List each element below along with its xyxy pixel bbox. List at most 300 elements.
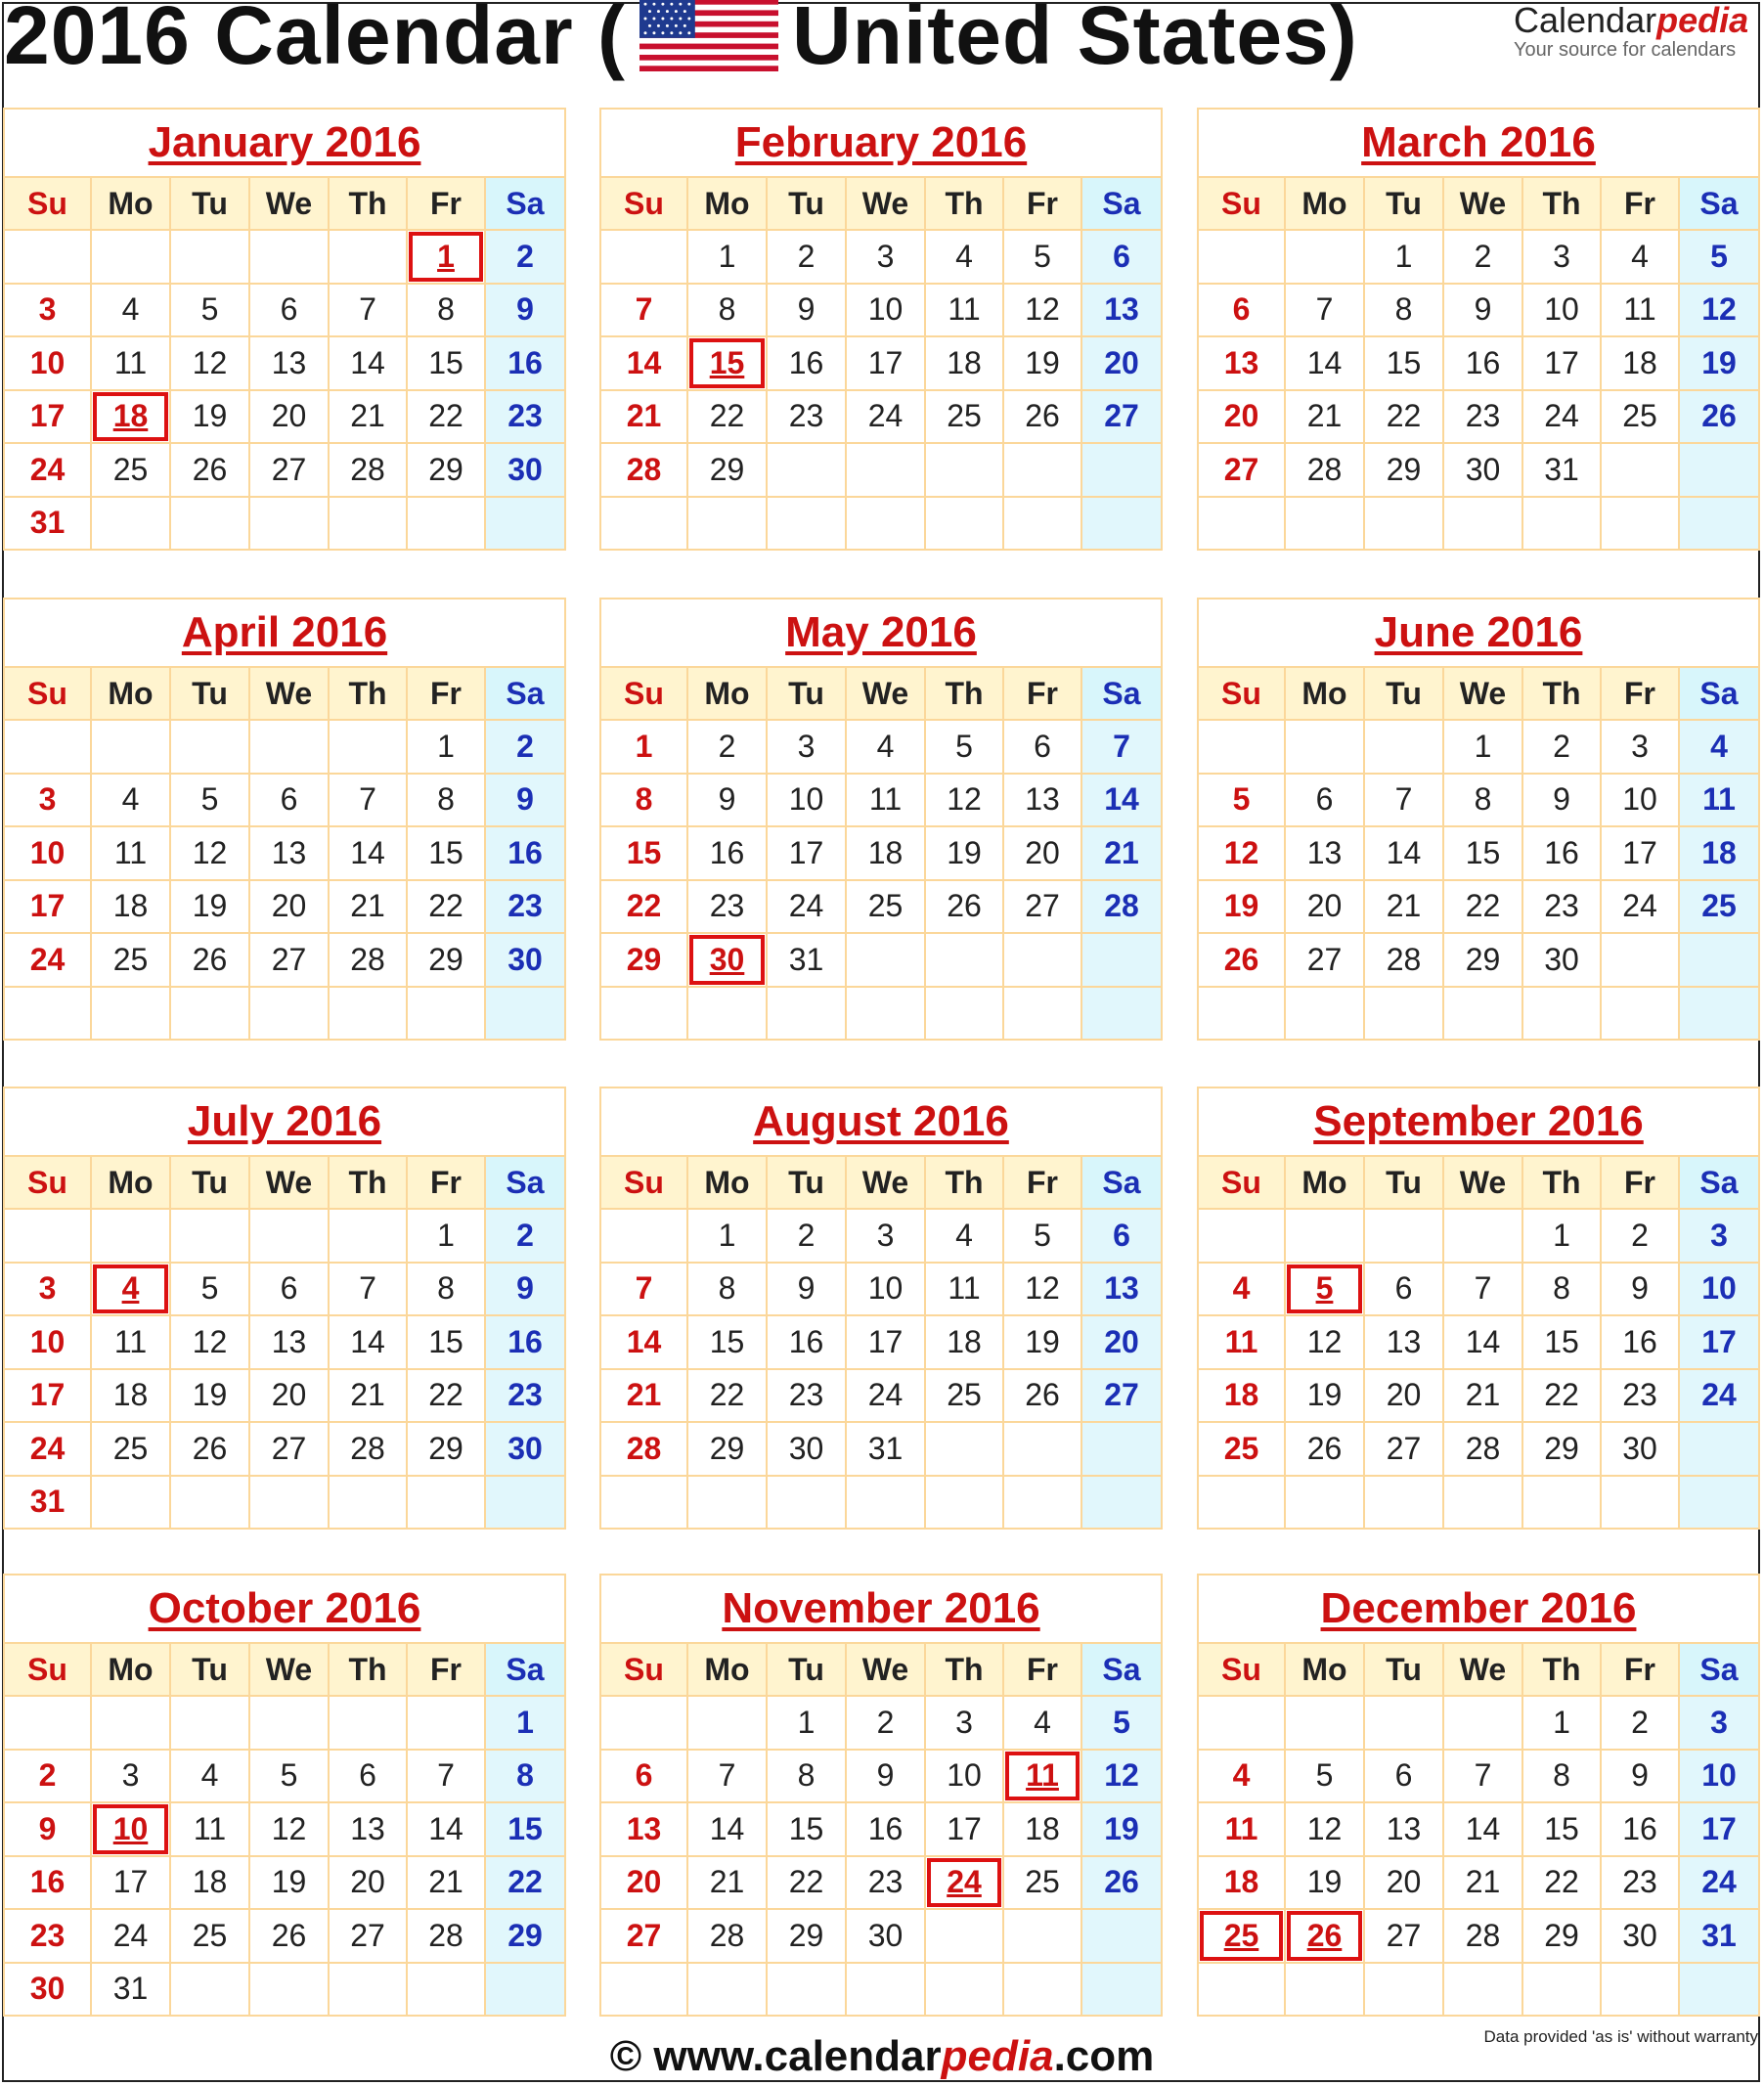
- day-cell: 22: [686, 389, 766, 443]
- day-cell: 30: [5, 1962, 90, 2016]
- holiday-cell: 26: [1284, 1908, 1363, 1962]
- weekday-header: Su: [5, 666, 90, 719]
- day-cell: 25: [90, 442, 169, 496]
- day-cell: 8: [766, 1749, 845, 1802]
- weekday-header: Th: [924, 1642, 1002, 1695]
- month-title: April 2016: [181, 608, 388, 656]
- weekday-header: We: [248, 666, 328, 719]
- month-grid: [1199, 1155, 1758, 1528]
- weekday-header: Su: [5, 176, 90, 229]
- empty-cell: [169, 1208, 248, 1262]
- day-cell: 3: [1600, 719, 1678, 773]
- weekday-header: Fr: [1002, 1642, 1080, 1695]
- weekday-header: Fr: [406, 176, 484, 229]
- day-cell: 19: [1080, 1801, 1161, 1855]
- day-cell: 13: [248, 1314, 328, 1368]
- empty-cell: [601, 229, 686, 283]
- day-cell: 9: [766, 283, 845, 336]
- empty-cell: [1284, 719, 1363, 773]
- empty-cell: [924, 442, 1002, 496]
- day-cell: 24: [766, 879, 845, 933]
- day-cell: 26: [169, 932, 248, 986]
- day-cell: 12: [1002, 283, 1080, 336]
- day-cell: 31: [1678, 1908, 1758, 1962]
- day-cell: 18: [1199, 1368, 1284, 1422]
- day-cell: 9: [5, 1801, 90, 1855]
- day-cell: 29: [1363, 442, 1442, 496]
- empty-cell: [1199, 1695, 1284, 1749]
- day-cell: 29: [766, 1908, 845, 1962]
- day-cell: 11: [924, 1262, 1002, 1315]
- day-cell: 3: [924, 1695, 1002, 1749]
- day-cell: 7: [601, 283, 686, 336]
- day-cell: 17: [5, 389, 90, 443]
- day-cell: 25: [924, 1368, 1002, 1422]
- day-cell: 5: [1002, 229, 1080, 283]
- day-cell: 10: [1678, 1749, 1758, 1802]
- day-cell: 8: [1442, 773, 1521, 826]
- day-cell: 8: [406, 283, 484, 336]
- empty-cell: [169, 229, 248, 283]
- weekday-header: We: [1442, 1155, 1521, 1208]
- day-cell: 6: [248, 773, 328, 826]
- day-cell: 10: [766, 773, 845, 826]
- day-cell: 8: [1363, 283, 1442, 336]
- empty-cell: [601, 496, 686, 550]
- month-title: January 2016: [148, 118, 421, 166]
- empty-cell: [90, 1695, 169, 1749]
- day-cell: 28: [1363, 932, 1442, 986]
- day-cell: 25: [1678, 879, 1758, 933]
- day-cell: 14: [601, 1314, 686, 1368]
- day-cell: 15: [1363, 335, 1442, 389]
- weekday-header: Mo: [90, 176, 169, 229]
- weekday-header: Fr: [1002, 1155, 1080, 1208]
- day-cell: 27: [1080, 1368, 1161, 1422]
- day-cell: 27: [1080, 389, 1161, 443]
- day-cell: 25: [1002, 1855, 1080, 1909]
- empty-cell: [1284, 1695, 1363, 1749]
- day-cell: 6: [1284, 773, 1363, 826]
- day-cell: 23: [1600, 1368, 1678, 1422]
- day-cell: 20: [248, 879, 328, 933]
- day-cell: 20: [1199, 389, 1284, 443]
- empty-cell: [90, 229, 169, 283]
- empty-cell: [1002, 1962, 1080, 2016]
- day-cell: 16: [1442, 335, 1521, 389]
- day-cell: 19: [924, 825, 1002, 879]
- day-cell: 9: [686, 773, 766, 826]
- month-grid: [5, 666, 564, 1039]
- day-cell: 22: [1442, 879, 1521, 933]
- day-cell: 15: [406, 335, 484, 389]
- day-cell: 13: [1363, 1801, 1442, 1855]
- day-cell: 11: [90, 335, 169, 389]
- month-title: October 2016: [148, 1584, 421, 1632]
- empty-cell: [1600, 986, 1678, 1040]
- day-cell: 25: [845, 879, 924, 933]
- day-cell: 4: [1002, 1695, 1080, 1749]
- day-cell: 28: [601, 442, 686, 496]
- day-cell: 21: [406, 1855, 484, 1909]
- day-cell: 9: [484, 773, 564, 826]
- day-cell: 22: [406, 389, 484, 443]
- month-grid: [601, 1642, 1161, 2015]
- day-cell: 27: [1002, 879, 1080, 933]
- day-cell: 22: [1521, 1368, 1600, 1422]
- day-cell: 30: [484, 1421, 564, 1475]
- day-cell: 28: [328, 1421, 406, 1475]
- weekday-header: Mo: [1284, 1642, 1363, 1695]
- day-cell: 1: [686, 229, 766, 283]
- empty-cell: [1080, 1475, 1161, 1529]
- day-cell: 23: [766, 1368, 845, 1422]
- weekday-header: We: [845, 1642, 924, 1695]
- day-cell: 26: [1002, 389, 1080, 443]
- day-cell: 4: [845, 719, 924, 773]
- weekday-header: We: [248, 1155, 328, 1208]
- empty-cell: [1363, 1962, 1442, 2016]
- day-cell: 23: [1442, 389, 1521, 443]
- day-cell: 8: [484, 1749, 564, 1802]
- empty-cell: [328, 719, 406, 773]
- day-cell: 4: [924, 229, 1002, 283]
- empty-cell: [328, 1475, 406, 1529]
- day-cell: 6: [248, 283, 328, 336]
- day-cell: 6: [1199, 283, 1284, 336]
- empty-cell: [845, 1962, 924, 2016]
- empty-cell: [1080, 1962, 1161, 2016]
- day-cell: 7: [1442, 1749, 1521, 1802]
- day-cell: 6: [1080, 229, 1161, 283]
- day-cell: 19: [1002, 1314, 1080, 1368]
- empty-cell: [1442, 1962, 1521, 2016]
- day-cell: 10: [1521, 283, 1600, 336]
- day-cell: 1: [406, 719, 484, 773]
- day-cell: 24: [1600, 879, 1678, 933]
- day-cell: 23: [484, 879, 564, 933]
- month-july: [3, 1087, 566, 1530]
- day-cell: 16: [5, 1855, 90, 1909]
- day-cell: 19: [169, 1368, 248, 1422]
- day-cell: 20: [1363, 1855, 1442, 1909]
- day-cell: 27: [1363, 1908, 1442, 1962]
- brand-name: Calendarpedia: [1514, 0, 1749, 40]
- empty-cell: [328, 229, 406, 283]
- day-cell: 7: [328, 1262, 406, 1315]
- day-cell: 7: [686, 1749, 766, 1802]
- day-cell: 14: [1442, 1801, 1521, 1855]
- day-cell: 29: [406, 1421, 484, 1475]
- day-cell: 8: [1521, 1262, 1600, 1315]
- weekday-header: Tu: [766, 1642, 845, 1695]
- weekday-header: Sa: [1678, 176, 1758, 229]
- day-cell: 8: [601, 773, 686, 826]
- weekday-header: Th: [328, 1155, 406, 1208]
- month-grid: [5, 1155, 564, 1528]
- day-cell: 17: [1678, 1801, 1758, 1855]
- day-cell: 10: [924, 1749, 1002, 1802]
- empty-cell: [1678, 932, 1758, 986]
- holiday-cell: 24: [924, 1855, 1002, 1909]
- empty-cell: [248, 1208, 328, 1262]
- day-cell: 3: [1678, 1208, 1758, 1262]
- day-cell: 7: [1442, 1262, 1521, 1315]
- day-cell: 26: [1002, 1368, 1080, 1422]
- weekday-header: Th: [924, 666, 1002, 719]
- holiday-cell: 15: [686, 335, 766, 389]
- empty-cell: [601, 1695, 686, 1749]
- empty-cell: [248, 496, 328, 550]
- day-cell: 1: [406, 1208, 484, 1262]
- day-cell: 2: [686, 719, 766, 773]
- day-cell: 5: [1199, 773, 1284, 826]
- day-cell: 2: [484, 1208, 564, 1262]
- brand-logo[interactable]: [1514, 0, 1758, 62]
- day-cell: 6: [328, 1749, 406, 1802]
- weekday-header: Th: [328, 1642, 406, 1695]
- day-cell: 15: [766, 1801, 845, 1855]
- day-cell: 8: [686, 1262, 766, 1315]
- day-cell: 11: [1199, 1314, 1284, 1368]
- day-cell: 10: [1600, 773, 1678, 826]
- empty-cell: [1002, 442, 1080, 496]
- day-cell: 15: [686, 1314, 766, 1368]
- day-cell: 12: [1284, 1801, 1363, 1855]
- empty-cell: [328, 1208, 406, 1262]
- month-title: December 2016: [1320, 1584, 1637, 1632]
- day-cell: 17: [845, 335, 924, 389]
- day-cell: 15: [484, 1801, 564, 1855]
- day-cell: 23: [484, 389, 564, 443]
- empty-cell: [406, 496, 484, 550]
- month-august: [599, 1087, 1163, 1530]
- empty-cell: [1284, 229, 1363, 283]
- weekday-header: Sa: [1080, 666, 1161, 719]
- month-november: [599, 1574, 1163, 2017]
- weekday-header: Mo: [686, 176, 766, 229]
- empty-cell: [90, 986, 169, 1040]
- weekday-header: Sa: [484, 1642, 564, 1695]
- day-cell: 25: [1199, 1421, 1284, 1475]
- day-cell: 14: [1442, 1314, 1521, 1368]
- day-cell: 14: [328, 825, 406, 879]
- day-cell: 3: [90, 1749, 169, 1802]
- month-title: November 2016: [722, 1584, 1040, 1632]
- month-grid: [1199, 1642, 1758, 2015]
- day-cell: 13: [601, 1801, 686, 1855]
- day-cell: 18: [924, 1314, 1002, 1368]
- day-cell: 5: [1002, 1208, 1080, 1262]
- weekday-header: Mo: [686, 1642, 766, 1695]
- day-cell: 1: [1442, 719, 1521, 773]
- month-title: March 2016: [1361, 118, 1596, 166]
- weekday-header: Th: [924, 1155, 1002, 1208]
- empty-cell: [1442, 1208, 1521, 1262]
- day-cell: 26: [1080, 1855, 1161, 1909]
- holiday-cell: 5: [1284, 1262, 1363, 1315]
- day-cell: 30: [484, 932, 564, 986]
- day-cell: 30: [845, 1908, 924, 1962]
- day-cell: 18: [1002, 1801, 1080, 1855]
- day-cell: 16: [1600, 1314, 1678, 1368]
- empty-cell: [1363, 496, 1442, 550]
- empty-cell: [924, 932, 1002, 986]
- empty-cell: [1002, 1475, 1080, 1529]
- day-cell: 20: [1284, 879, 1363, 933]
- empty-cell: [248, 1475, 328, 1529]
- weekday-header: Sa: [1678, 1155, 1758, 1208]
- day-cell: 18: [1600, 335, 1678, 389]
- empty-cell: [845, 986, 924, 1040]
- day-cell: 27: [1363, 1421, 1442, 1475]
- day-cell: 5: [1080, 1695, 1161, 1749]
- day-cell: 23: [1600, 1855, 1678, 1909]
- month-grid: [601, 176, 1161, 549]
- day-cell: 17: [1521, 335, 1600, 389]
- empty-cell: [686, 1475, 766, 1529]
- month-december: [1197, 1574, 1760, 2017]
- day-cell: 9: [766, 1262, 845, 1315]
- weekday-header: We: [1442, 176, 1521, 229]
- day-cell: 19: [1284, 1855, 1363, 1909]
- empty-cell: [1600, 932, 1678, 986]
- weekday-header: Th: [1521, 176, 1600, 229]
- day-cell: 23: [686, 879, 766, 933]
- title-text-left: 2016 Calendar (: [4, 0, 626, 81]
- empty-cell: [686, 496, 766, 550]
- day-cell: 13: [248, 335, 328, 389]
- day-cell: 13: [328, 1801, 406, 1855]
- empty-cell: [1600, 442, 1678, 496]
- empty-cell: [1442, 1695, 1521, 1749]
- day-cell: 1: [484, 1695, 564, 1749]
- day-cell: 13: [1080, 1262, 1161, 1315]
- day-cell: 5: [248, 1749, 328, 1802]
- day-cell: 25: [169, 1908, 248, 1962]
- day-cell: 27: [1199, 442, 1284, 496]
- empty-cell: [248, 229, 328, 283]
- weekday-header: Th: [328, 666, 406, 719]
- empty-cell: [406, 1962, 484, 2016]
- day-cell: 6: [601, 1749, 686, 1802]
- holiday-cell: 18: [90, 389, 169, 443]
- day-cell: 7: [1363, 773, 1442, 826]
- day-cell: 29: [484, 1908, 564, 1962]
- empty-cell: [1002, 1908, 1080, 1962]
- weekday-header: We: [845, 666, 924, 719]
- day-cell: 21: [1284, 389, 1363, 443]
- empty-cell: [1002, 932, 1080, 986]
- day-cell: 12: [1284, 1314, 1363, 1368]
- day-cell: 19: [248, 1855, 328, 1909]
- empty-cell: [845, 496, 924, 550]
- day-cell: 7: [601, 1262, 686, 1315]
- weekday-header: Th: [328, 176, 406, 229]
- day-cell: 16: [686, 825, 766, 879]
- day-cell: 29: [686, 1421, 766, 1475]
- day-cell: 8: [686, 283, 766, 336]
- day-cell: 18: [1199, 1855, 1284, 1909]
- weekday-header: Th: [924, 176, 1002, 229]
- day-cell: 20: [1080, 335, 1161, 389]
- day-cell: 28: [601, 1421, 686, 1475]
- empty-cell: [90, 1208, 169, 1262]
- month-title: September 2016: [1313, 1097, 1644, 1145]
- weekday-header: Tu: [169, 1155, 248, 1208]
- day-cell: 31: [90, 1962, 169, 2016]
- empty-cell: [5, 719, 90, 773]
- weekday-header: We: [1442, 1642, 1521, 1695]
- empty-cell: [90, 719, 169, 773]
- day-cell: 17: [845, 1314, 924, 1368]
- day-cell: 18: [924, 335, 1002, 389]
- day-cell: 26: [1284, 1421, 1363, 1475]
- empty-cell: [766, 1962, 845, 2016]
- empty-cell: [766, 442, 845, 496]
- day-cell: 29: [686, 442, 766, 496]
- day-cell: 26: [924, 879, 1002, 933]
- footer-url[interactable]: © www.calendarpedia.com: [609, 2032, 1155, 2080]
- weekday-header: Mo: [90, 1642, 169, 1695]
- weekday-header: Su: [1199, 1155, 1284, 1208]
- day-cell: 24: [5, 932, 90, 986]
- weekday-header: Mo: [1284, 666, 1363, 719]
- day-cell: 4: [1678, 719, 1758, 773]
- day-cell: 26: [1678, 389, 1758, 443]
- day-cell: 26: [1199, 932, 1284, 986]
- day-cell: 14: [406, 1801, 484, 1855]
- day-cell: 24: [1678, 1855, 1758, 1909]
- weekday-header: Th: [1521, 1155, 1600, 1208]
- day-cell: 15: [406, 1314, 484, 1368]
- day-cell: 16: [766, 335, 845, 389]
- day-cell: 26: [248, 1908, 328, 1962]
- day-cell: 13: [1284, 825, 1363, 879]
- day-cell: 16: [484, 825, 564, 879]
- day-cell: 21: [1363, 879, 1442, 933]
- day-cell: 21: [601, 389, 686, 443]
- day-cell: 9: [1600, 1262, 1678, 1315]
- day-cell: 1: [601, 719, 686, 773]
- day-cell: 22: [601, 879, 686, 933]
- day-cell: 2: [1600, 1208, 1678, 1262]
- empty-cell: [1521, 1962, 1600, 2016]
- day-cell: 24: [5, 442, 90, 496]
- day-cell: 31: [5, 496, 90, 550]
- weekday-header: We: [248, 1642, 328, 1695]
- day-cell: 23: [766, 389, 845, 443]
- empty-cell: [248, 1695, 328, 1749]
- day-cell: 2: [1521, 719, 1600, 773]
- title-text-right: United States): [791, 0, 1358, 81]
- day-cell: 14: [601, 335, 686, 389]
- weekday-header: Mo: [90, 1155, 169, 1208]
- day-cell: 31: [766, 932, 845, 986]
- day-cell: 20: [248, 1368, 328, 1422]
- day-cell: 2: [1442, 229, 1521, 283]
- empty-cell: [484, 1475, 564, 1529]
- brand-tagline: Your source for calendars: [1514, 39, 1737, 61]
- day-cell: 23: [484, 1368, 564, 1422]
- day-cell: 17: [924, 1801, 1002, 1855]
- empty-cell: [1363, 1695, 1442, 1749]
- empty-cell: [90, 496, 169, 550]
- day-cell: 27: [601, 1908, 686, 1962]
- empty-cell: [1678, 986, 1758, 1040]
- empty-cell: [1199, 1475, 1284, 1529]
- empty-cell: [1442, 1475, 1521, 1529]
